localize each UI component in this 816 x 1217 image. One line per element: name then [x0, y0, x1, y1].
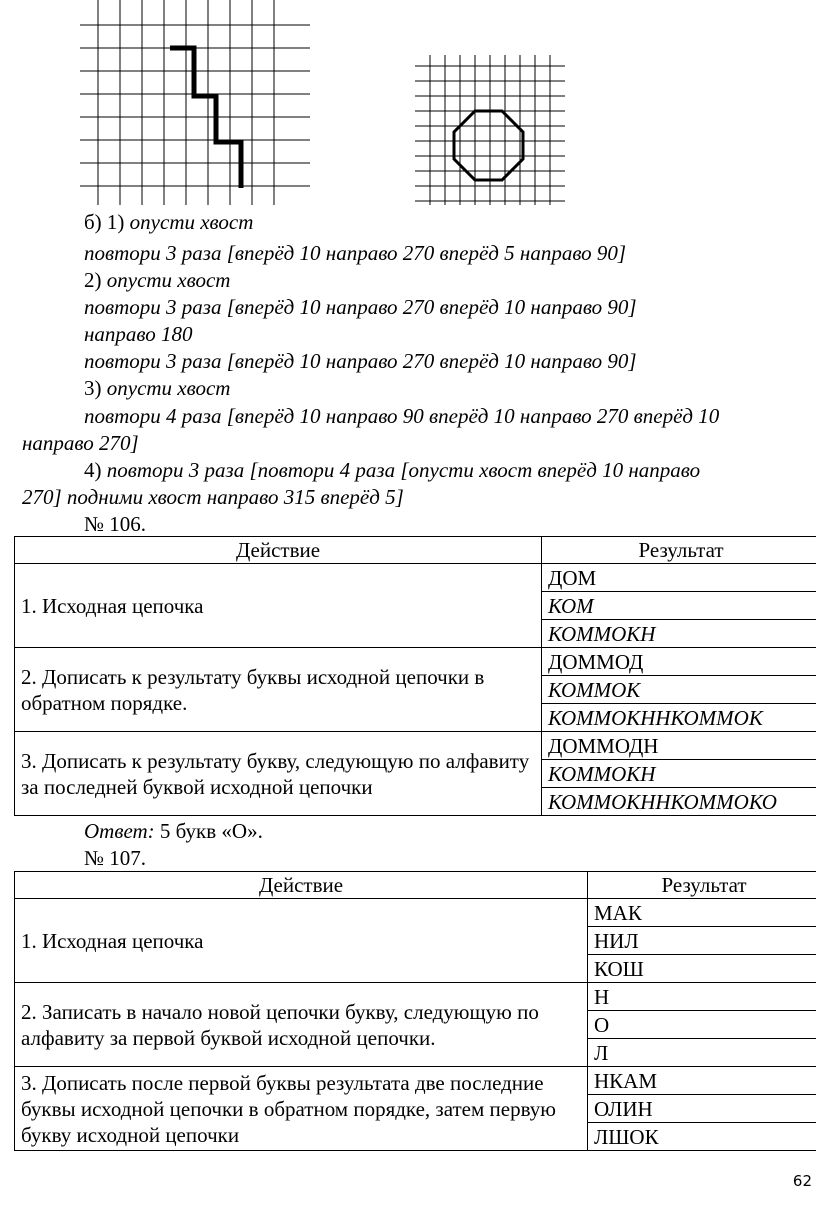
result-cell: КОММОКН — [542, 620, 816, 648]
part-b-line-3: 2) опусти хвост — [84, 268, 231, 292]
part-b-line-5: направо 180 — [84, 322, 193, 346]
result-cell: МАК — [588, 899, 816, 927]
action-cell: 1. Исходная цепочка — [15, 564, 542, 648]
task-106-answer — [84, 818, 263, 844]
part-b-line-8: повтори 4 раза [вперёд 10 направо 90 вперёд 10 направо 270 вперёд 10 — [84, 404, 720, 428]
action-cell: 3. Дописать к результату букву, следующую по алфавиту за последней буквой исходной цепочки — [15, 732, 542, 816]
header-action: Действие — [15, 537, 542, 564]
part-b-line-11: 270] подними хвост направо 315 вперёд 5] — [22, 485, 404, 509]
table-header-row — [15, 537, 816, 564]
task-107-table — [14, 871, 816, 1151]
table-row — [15, 899, 816, 927]
result-cell: НКАМ — [588, 1067, 816, 1095]
result-cell: ОЛИН — [588, 1095, 816, 1123]
octagon-path-grid-icon — [415, 55, 565, 205]
table-row — [15, 1067, 816, 1095]
table-row — [15, 983, 816, 1011]
header-action: Действие — [15, 872, 588, 899]
result-cell: ЛШОК — [588, 1123, 816, 1151]
result-cell: Л — [588, 1039, 816, 1067]
part-b-line-2: повтори 3 раза [вперёд 10 направо 270 вперёд 5 направо 90] — [84, 241, 627, 265]
page-number: 62 — [792, 1172, 812, 1190]
staircase-figure — [80, 0, 310, 205]
answer-label: Ответ: — [84, 819, 155, 843]
result-cell: КОММОК — [542, 676, 816, 704]
result-cell: ДОМ — [542, 564, 816, 592]
part-b-line-6: повтори 3 раза [вперёд 10 направо 270 вперёд 10 направо 90] — [84, 349, 637, 373]
result-cell: ДОММОДН — [542, 732, 816, 760]
table-row — [15, 564, 816, 592]
result-cell: КОММОКННКОММОКО — [542, 788, 816, 816]
result-cell: Н — [588, 983, 816, 1011]
table-row — [15, 732, 816, 760]
table-header-row — [15, 872, 816, 899]
part-b-line-7: 3) опусти хвост — [84, 376, 231, 400]
result-cell: КОМ — [542, 592, 816, 620]
task-106-title: № 106. — [84, 512, 147, 536]
result-cell: НИЛ — [588, 927, 816, 955]
result-cell: ДОММОД — [542, 648, 816, 676]
part-b-line-10: 4) повтори 3 раза [повтори 4 раза [опусти хвост вперёд 10 направо — [84, 458, 701, 482]
task-107-title: № 107. — [84, 846, 147, 870]
answer-text: 5 букв «О». — [159, 819, 263, 843]
result-cell: КОММОКН — [542, 760, 816, 788]
task-106-table — [14, 536, 816, 816]
result-cell: КОШ — [588, 955, 816, 983]
staircase-path-grid-icon — [80, 0, 310, 205]
part-b-line-1: б) 1) опусти хвост — [84, 210, 254, 234]
action-cell: 2. Дописать к результату буквы исходной цепочки в обратном порядке. — [15, 648, 542, 732]
action-cell: 3. Дописать после первой буквы результата две последние буквы исходной цепочки в обратном порядке, затем первую букву исходной цепочки — [15, 1067, 588, 1151]
result-cell: КОММОКННКОММОК — [542, 704, 816, 732]
part-b-line-4: повтори 3 раза [вперёд 10 направо 270 вперёд 10 направо 90] — [84, 295, 637, 319]
header-result: Результат — [588, 872, 816, 899]
result-cell: О — [588, 1011, 816, 1039]
header-result: Результат — [542, 537, 816, 564]
action-cell: 2. Записать в начало новой цепочки букву, следующую по алфавиту за первой буквой исходной цепочки. — [15, 983, 588, 1067]
table-row — [15, 648, 816, 676]
action-cell: 1. Исходная цепочка — [15, 899, 588, 983]
part-b-line-9: направо 270] — [22, 431, 139, 455]
octagon-figure — [415, 55, 565, 205]
